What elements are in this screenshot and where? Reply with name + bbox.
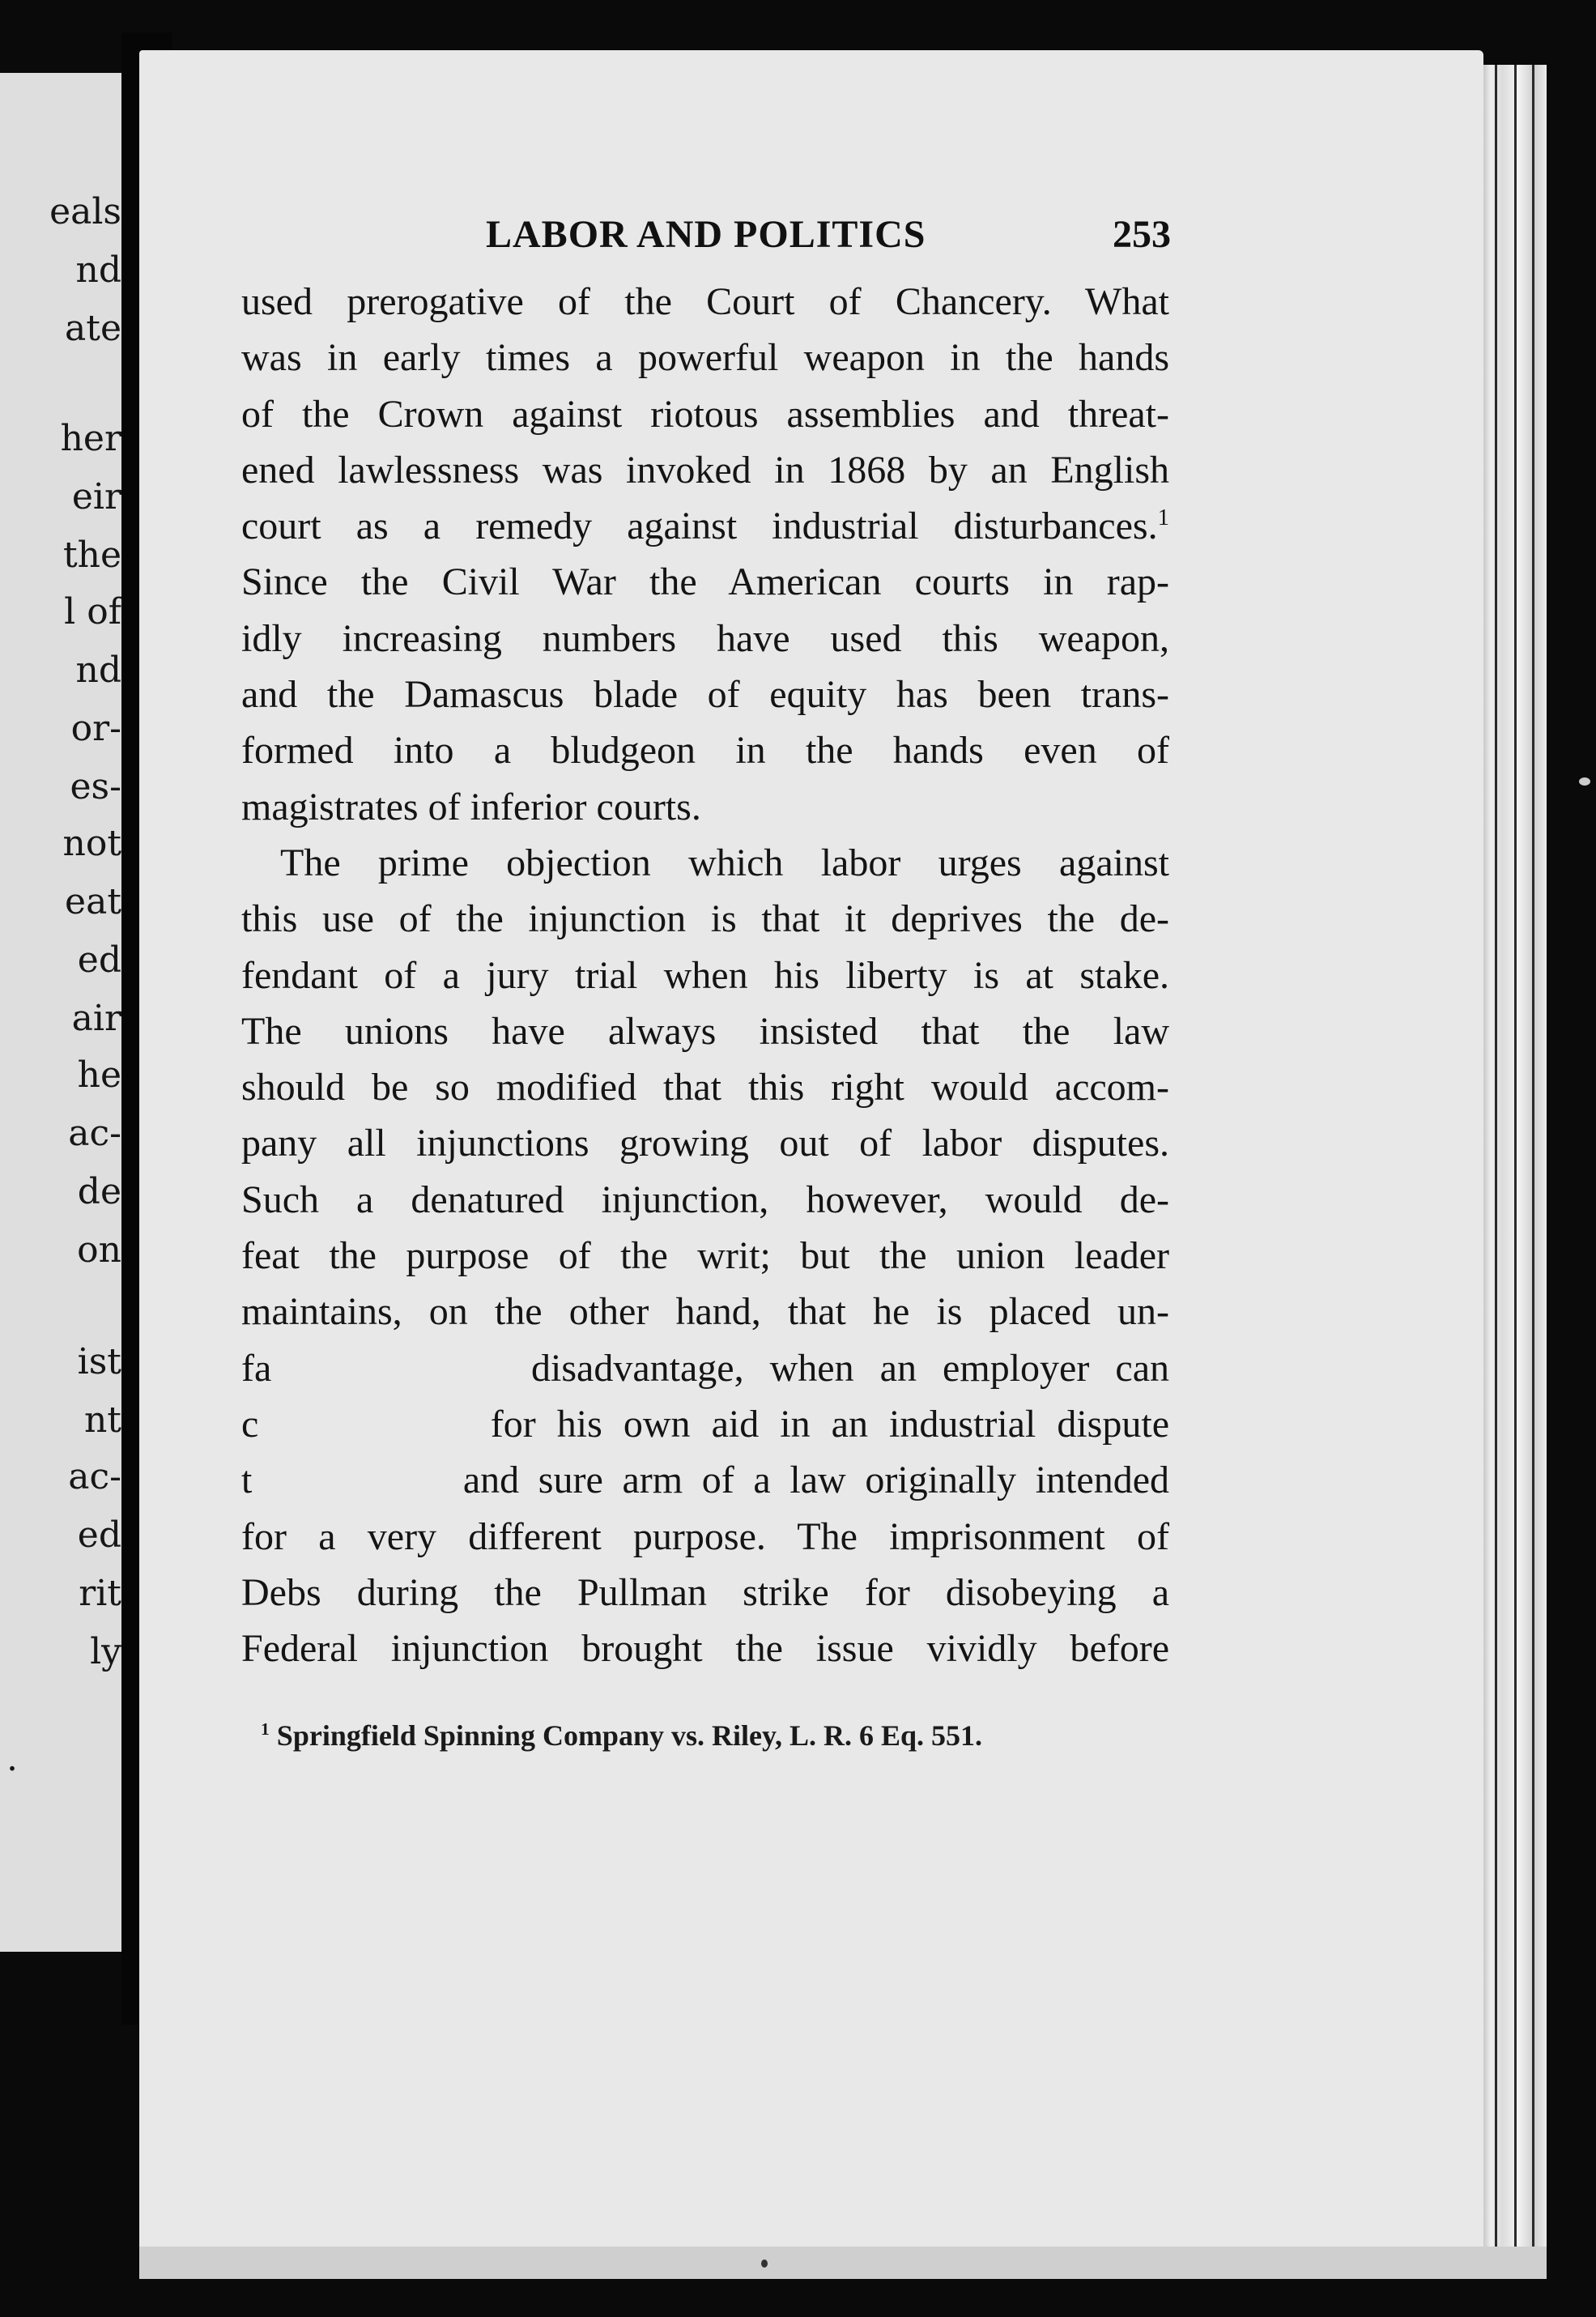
footnote [261, 1719, 982, 1753]
text-line: court as a remedy against industrial disturbances.$^1$ [241, 505, 1169, 548]
text-line: Such a denatured injunction, however, would de- [241, 1178, 1169, 1221]
text-line: t and sure arm of a law originally intended [241, 1459, 1169, 1502]
text-line: magistrates of inferior courts. [241, 785, 701, 828]
text-line: should be so modified that this right would accom- [241, 1066, 1169, 1110]
text-line: for a very different purpose. The imprisonment of [241, 1514, 1169, 1558]
page-edges-bottom [139, 2247, 1547, 2279]
text-line: feat the purpose of the writ; but the union leader [241, 1234, 1169, 1278]
text-line: idly increasing numbers have used this weapon, [241, 616, 1169, 660]
facing-page-fragment [0, 73, 121, 1952]
facing-page-text-fragment: on [77, 1229, 121, 1271]
text-line: was in early times a powerful weapon in the hands [241, 336, 1169, 380]
facing-page-text-fragment: ed [77, 1514, 121, 1556]
facing-page-text-fragment: not [62, 823, 121, 864]
facing-page-text-fragment: ly [90, 1631, 121, 1672]
facing-page-text-fragment: ate [65, 308, 121, 349]
dust-speck [761, 2260, 768, 2268]
facing-page-text-fragment: ed [77, 939, 121, 981]
text-line: of the Crown against riotous assemblies and threat- [241, 392, 1169, 436]
facing-page-text-fragment: the [62, 535, 121, 576]
facing-page-text-fragment: ac- [68, 1113, 121, 1154]
body-text [241, 274, 1169, 1676]
text-line: this use of the injunction is that it deprives the de- [241, 897, 1169, 941]
page-number: 253 [1113, 213, 1171, 256]
text-line: Since the Civil War the American courts in rap- [241, 560, 1169, 604]
footnote-marker: 1 [261, 1719, 270, 1739]
text-line: Federal injunction brought the issue vividly before [241, 1627, 1169, 1671]
footnote-reference: 1 [1157, 505, 1169, 531]
text-line: maintains, on the other hand, that he is placed un- [241, 1290, 1169, 1334]
text-line: fendant of a jury trial when his liberty is at stake. [241, 953, 1169, 997]
facing-page-text-fragment: rit [79, 1573, 121, 1614]
text-line: and the Damascus blade of equity has been trans- [241, 673, 1169, 717]
text-line: The prime objection which labor urges against [280, 841, 1169, 884]
text-line: The unions have always insisted that the law [241, 1009, 1169, 1053]
text-line: c for his own aid in an industrial dispute [241, 1402, 1169, 1446]
text-line: fa disadvantage, when an employer can [241, 1346, 1169, 1390]
text-line: ened lawlessness was invoked in 1868 by an English [241, 448, 1169, 492]
facing-page-text-fragment: air [71, 998, 121, 1039]
facing-page-text-fragment: eir [71, 476, 121, 517]
facing-page-text-fragment: de [77, 1171, 121, 1212]
text-line: pany all injunctions growing out of labor disputes. [241, 1122, 1169, 1165]
facing-page-text-fragment: nd [75, 650, 121, 691]
footnote-text: Springfield Spinning Company vs. Riley, L. R. 6 Eq. 551. [276, 1719, 983, 1752]
page-edges-right [1483, 65, 1547, 2268]
facing-page-text-fragment: . [6, 1738, 18, 1779]
running-title: LABOR AND POLITICS [486, 213, 926, 256]
facing-page-text-fragment: eals [49, 191, 121, 232]
facing-page-text-fragment: ist [77, 1341, 121, 1382]
text-line: used prerogative of the Court of Chancery. What [241, 280, 1169, 323]
facing-page-text-fragment: or- [70, 708, 121, 749]
facing-page-text-fragment: l of [64, 591, 121, 632]
facing-page-text-fragment: es- [70, 766, 121, 807]
facing-page-text-fragment: nt [83, 1399, 121, 1441]
facing-page-text-fragment: he [77, 1054, 121, 1096]
text-line: formed into a bludgeon in the hands even of [241, 729, 1169, 773]
running-head [486, 212, 1171, 261]
dust-speck [1579, 777, 1590, 786]
facing-page-text-fragment: ac- [68, 1456, 121, 1497]
text-line: Debs during the Pullman strike for disobeying a [241, 1570, 1169, 1614]
facing-page-text-fragment: nd [75, 249, 121, 291]
facing-page-text-fragment: her [60, 418, 121, 459]
facing-page-text-fragment: eat [65, 881, 121, 922]
